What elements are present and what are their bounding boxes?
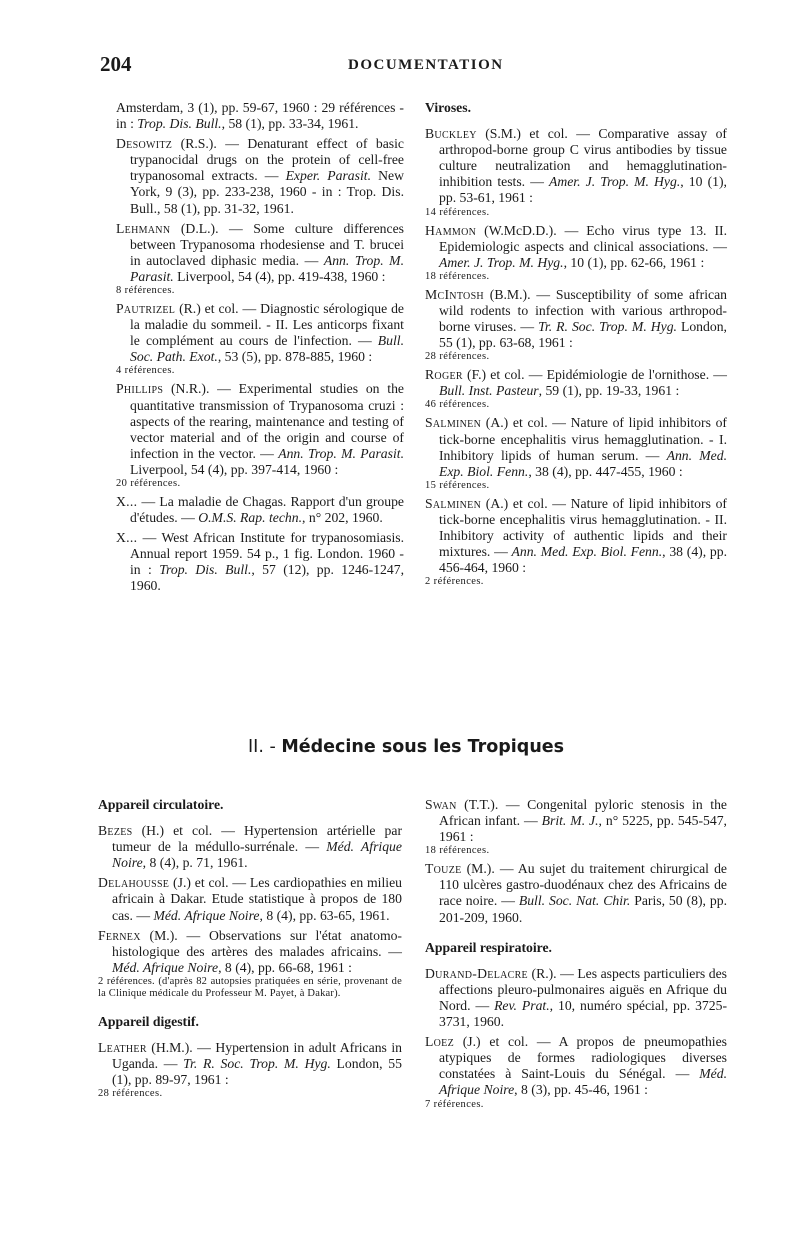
entry-author: Lehmann (116, 220, 171, 236)
entry-references-count: 20 références. (116, 477, 181, 489)
reference-entry (98, 875, 402, 923)
entry-references-count: 2 références. (425, 576, 484, 588)
reference-entry (116, 221, 404, 297)
entry-references-count: 14 références. (425, 206, 490, 218)
entry-text-end: , 10 (1), pp. 62-66, 1961 : (563, 254, 705, 270)
entry-author: Fernex (98, 927, 141, 943)
entry-references-count: 7 références. (425, 1098, 484, 1110)
entry-journal: Tr. R. Soc. Trop. M. Hyg. (183, 1056, 331, 1072)
entry-journal: Rev. Prat. (494, 997, 550, 1013)
entry-text-end: , 10 (1), pp. 53-61, 1961 : (439, 174, 727, 206)
entry-references-count: 15 références. (425, 479, 490, 491)
entry-journal: Ann. Trop. M. Parasit. (278, 445, 404, 461)
entry-text: (M.). — Au sujet du traitement chirurgical de 110 ulcères gastro-duodénaux chez des Africains de race noire. — (439, 861, 727, 909)
entry-journal: Trop. Dis. Bull. (159, 562, 252, 578)
entry-text: (S.M.) et col. — Comparative assay of arthropod-borne group C virus antibodies by tissue culture neutralization and hemagglutination-inhibition tests. — (439, 126, 727, 190)
entry-text: (F.) et col. — Epidémiologie de l'ornithose. — (462, 367, 727, 383)
reference-entry (425, 415, 727, 491)
entry-references-count: 28 références. (98, 1088, 163, 1100)
entry-text-end: , 8 (3), pp. 45-46, 1961 : (514, 1082, 648, 1098)
entry-text: (N.R.). — Experimental studies on the quantitative transmission of Trypanosoma cruzi : aspects of the rearing, maintenance and testing of vector material and of the origin and course of infection in the vector. — (130, 381, 404, 461)
entry-text-end: , 10, numéro spécial, pp. 3725-3731, 1960. (439, 997, 727, 1030)
entry-references-count: 8 références. (116, 285, 175, 297)
entry-journal: Méd. Afrique Noire (153, 907, 260, 923)
reference-entry (425, 496, 727, 588)
entry-author: Desowitz (116, 136, 173, 152)
entry-author: Delahousse (98, 875, 170, 891)
entry-references-count: 46 références. (425, 399, 490, 411)
entry-text-end: , 38 (4), pp. 447-455, 1960 : (528, 463, 683, 479)
entry-text-end: , 38 (4), pp. 456-464, 1960 : (439, 544, 727, 576)
reference-entry (425, 797, 727, 857)
entry-text: (H.M.). — Hypertension in adult Africans in Uganda. — (112, 1040, 402, 1072)
entry-text: Amsterdam, 3 (1), pp. 59-67, 1960 : 29 références - in : (116, 100, 404, 132)
entry-text: (H.) et col. — Hypertension artérielle par tumeur de la médullo-surrénale. — (112, 823, 402, 855)
entry-journal: Tr. R. Soc. Trop. M. Hyg. (538, 319, 677, 335)
entry-text-end: Liverpool, 54 (4), pp. 397-414, 1960 : (130, 461, 339, 477)
entry-text-end: , 53 (5), pp. 878-885, 1960 : (217, 349, 373, 365)
entry-text: (A.) et col. — Nature of lipid inhibitors of tick-borne encephalitis virus hemagglutination. - II. Inhibitory activity of authentic lipids and their mixtures. — (439, 495, 727, 560)
entry-journal: Brit. M. J. (541, 813, 599, 829)
section-heading-viroses: Viroses. (425, 100, 472, 115)
chapter-number: II. - (248, 737, 276, 757)
entry-author: X... (116, 493, 138, 509)
bottom-right-column (425, 797, 727, 1115)
top-right-column (425, 100, 727, 592)
entry-text-end: London, 55 (1), pp. 89-97, 1961 : (112, 1056, 402, 1088)
entry-journal: Amer. J. Trop. M. Hyg. (439, 254, 564, 270)
entry-author: Buckley (425, 126, 477, 142)
entry-text-end: New York, 9 (3), pp. 233-238, 1960 - in : Trop. Dis. Bull., 58 (1), pp. 31-32, 1961. (130, 168, 404, 216)
entry-journal: O.M.S. Rap. techn. (198, 510, 303, 526)
section-heading-respiratory: Appareil respiratoire. (425, 939, 552, 955)
entry-references-count: 4 références. (116, 365, 175, 377)
bottom-left-column (98, 797, 402, 1104)
entry-journal: Méd. Afrique Noire (439, 1066, 727, 1098)
section-heading-circulatory: Appareil circulatoire. (98, 797, 224, 812)
entry-note: 2 références. (d'après 82 autopsies pratiquées en série, provenant de la Clinique médicale du Professeur M. Payet, à Dakar). (98, 975, 402, 999)
entry-text: (T.T.). — Congenital pyloric stenosis in the African infant. — (439, 797, 727, 829)
entry-text-end: , 58 (1), pp. 33-34, 1961. (221, 116, 359, 132)
entry-text: (A.) et col. — Nature of lipid inhibitors of tick-borne encephalitis virus hemagglutination. - I. Inhibitory lipids of human serum. — (439, 415, 727, 463)
entry-journal: Amer. J. Trop. M. Hyg. (548, 174, 681, 190)
entry-text: (R.). — Les aspects particuliers des affections pleuro-pulmonaires aiguës en Afrique du Nord. — (439, 965, 727, 1013)
entry-text-end: , 8 (4), p. 71, 1961. (142, 855, 248, 871)
reference-entry (116, 100, 404, 132)
entry-references-count: 28 références. (425, 351, 490, 363)
entry-author: Durand-Delacre (425, 965, 528, 981)
entry-journal: Trop. Dis. Bull. (137, 116, 222, 132)
entry-text: (R.S.). — Denaturant effect of basic trypanocidal drugs on the protein of cell-free trypanosomal extracts. — (130, 136, 404, 184)
section-heading-digestive: Appareil digestif. (98, 1013, 199, 1029)
entry-references-count: 18 références. (425, 845, 490, 857)
entry-journal: Exper. Parasit. (285, 168, 372, 184)
entry-text-end: , 59 (1), pp. 19-33, 1961 : (538, 383, 680, 399)
entry-text: — West African Institute for trypanosomiasis. Annual report 1959. 54 p., 1 fig. London. 1960 - in : (130, 530, 404, 578)
entry-author: Loez (425, 1034, 454, 1050)
entry-journal: Ann. Med. Exp. Biol. Fenn. (439, 447, 727, 479)
reference-entry (425, 223, 727, 283)
entry-text: (R.) et col. — Diagnostic sérologique de la maladie du sommeil. - II. Les anticorps fixant le complément au cours de l'infection. — (130, 301, 404, 349)
entry-author: Roger (425, 367, 463, 383)
entry-text-end: London, 55 (1), pp. 63-68, 1961 : (439, 319, 727, 351)
entry-text: (J.) et col. — A propos de pneumopathies atypiques de formes radiologiques diverses constatées à Saint-Louis du Sénégal. — (439, 1034, 727, 1082)
entry-text: (M.). — Observations sur l'état anatomo-histologique des artères des malades africains. — (112, 927, 402, 959)
entry-author: Bezes (98, 823, 133, 839)
entry-journal: Bull. Inst. Pasteur (439, 383, 539, 399)
entry-author: Salminen (425, 415, 482, 431)
entry-text-end: Liverpool, 54 (4), pp. 419-438, 1960 : (173, 268, 386, 284)
reference-entry (425, 966, 727, 1030)
chapter-title (248, 737, 564, 757)
entry-author: Phillips (116, 381, 164, 397)
reference-entry (425, 861, 727, 925)
reference-entry (98, 1040, 402, 1100)
reference-entry (98, 928, 402, 1000)
entry-text: — La maladie de Chagas. Rapport d'un groupe d'études. — (130, 493, 404, 526)
running-title: DOCUMENTATION (348, 57, 504, 73)
entry-journal: Ann. Trop. M. Parasit. (130, 252, 404, 284)
reference-entry (116, 136, 404, 216)
reference-entry (425, 367, 727, 411)
entry-text-end: , n° 5225, pp. 545-547, 1961 : (439, 813, 727, 845)
entry-author: X... (116, 530, 138, 546)
top-left-column (116, 100, 404, 599)
entry-author: Hammon (425, 222, 477, 238)
entry-references-count: 18 références. (425, 270, 490, 282)
entry-text-end: , 57 (12), pp. 1246-1247, 1960. (130, 562, 405, 594)
entry-author: Swan (425, 797, 457, 812)
reference-entry (425, 287, 727, 363)
entry-author: Pautrizel (116, 301, 176, 317)
entry-text: (D.L.). — Some culture differences between Trypanosoma rhodesiense and T. brucei in autoclaved diphasic media. — (130, 220, 404, 268)
entry-text-end: Paris, 50 (8), pp. 201-209, 1960. (439, 893, 727, 925)
reference-entry (116, 301, 404, 377)
reference-entry (425, 126, 727, 218)
reference-entry (116, 381, 404, 490)
reference-entry (425, 1034, 727, 1110)
entry-text: (W.McD.D.). — Echo virus type 13. II. Epidemiologic aspects and clinical associations. — (439, 222, 727, 254)
entry-author: Touze (425, 861, 462, 877)
entry-text: (B.M.). — Susceptibility of some african wild rodents to infection with various arthropod-borne viruses. — (439, 286, 727, 335)
chapter-name: Médecine sous les Tropiques (281, 737, 565, 757)
entry-author: Leather (98, 1040, 147, 1056)
entry-journal: Méd. Afrique Noire (112, 959, 219, 975)
entry-text: (J.) et col. — Les cardiopathies en milieu africain à Dakar. Etude statistique à propos de 180 cas. — (112, 875, 402, 923)
entry-journal: Bull. Soc. Nat. Chir. (518, 893, 631, 909)
entry-text-end: , 8 (4), pp. 63-65, 1961. (259, 907, 390, 923)
page-number: 204 (100, 52, 132, 76)
reference-entry (98, 823, 402, 871)
entry-author: McIntosh (425, 286, 484, 302)
entry-text-end: , 8 (4), pp. 66-68, 1961 : (218, 959, 352, 975)
entry-text-end: , n° 202, 1960. (302, 510, 383, 526)
reference-entry (116, 530, 404, 594)
entry-author: Salminen (425, 495, 482, 511)
entry-journal: Méd. Afrique Noire (112, 839, 402, 871)
reference-entry (116, 494, 404, 526)
entry-journal: Bull. Soc. Path. Exot. (130, 333, 404, 365)
entry-journal: Ann. Med. Exp. Biol. Fenn. (511, 544, 663, 560)
